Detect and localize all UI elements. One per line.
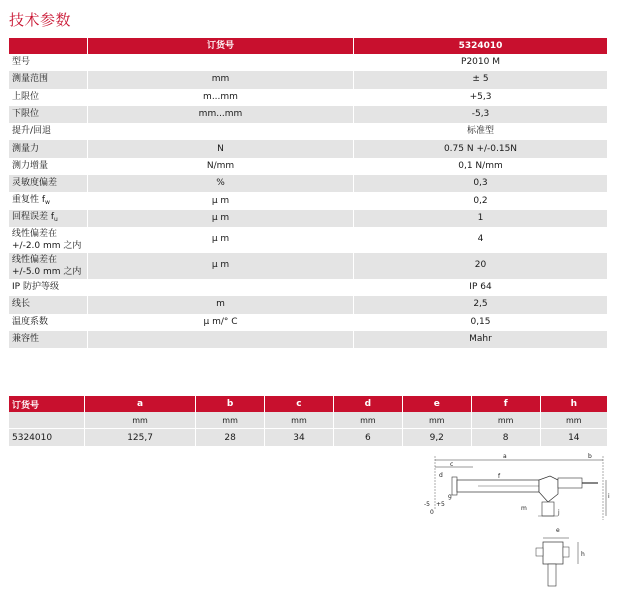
spec-value: 1	[354, 210, 608, 227]
spec-unit: N/mm	[88, 158, 354, 175]
dim-label-j: j	[558, 509, 560, 516]
spec-value: ± 5	[354, 71, 608, 88]
spec-row	[9, 192, 607, 209]
spec-unit: μ m	[88, 253, 354, 279]
spec-unit: μ m	[88, 192, 354, 209]
order-header-cell: e	[402, 396, 471, 412]
side-view-body	[543, 542, 563, 564]
spec-unit: mm	[88, 71, 354, 88]
order-header-cell: 订货号	[9, 396, 85, 412]
order-value-cell: 34	[265, 429, 334, 446]
spec-value: -5,3	[354, 106, 608, 123]
spec-value: +5,3	[354, 89, 608, 106]
spec-label-line2: +/-2.0 mm 之内	[12, 240, 82, 251]
spec-row	[9, 210, 607, 227]
spec-unit: μ m/° C	[88, 314, 354, 331]
order-unit-cell: mm	[85, 412, 196, 428]
dim-label-b: b	[588, 453, 592, 460]
order-data-row	[9, 429, 607, 446]
order-header-cell: a	[85, 396, 196, 412]
spec-row	[9, 54, 607, 71]
spec-header-value: 5324010	[354, 38, 608, 54]
spec-row	[9, 296, 607, 313]
spec-row	[9, 158, 607, 175]
spec-value: 0,15	[354, 314, 608, 331]
order-unit-cell: mm	[265, 412, 334, 428]
spec-unit: μ m	[88, 227, 354, 253]
order-value-cell: 8	[471, 429, 540, 446]
order-header-cell: h	[540, 396, 607, 412]
spec-header-label: 订货号	[88, 38, 354, 54]
spec-label: 兼容性	[9, 331, 88, 348]
spec-row	[9, 279, 607, 296]
spec-value: 0,2	[354, 192, 608, 209]
spec-row	[9, 331, 607, 348]
spec-value: 2,5	[354, 296, 608, 313]
order-header-cell: c	[265, 396, 334, 412]
dim-label-g: g	[448, 493, 452, 500]
order-unit-cell: mm	[402, 412, 471, 428]
order-value-cell: 28	[196, 429, 265, 446]
spec-unit	[88, 279, 354, 296]
spec-value: 4	[354, 227, 608, 253]
order-header-cell: b	[196, 396, 265, 412]
spec-unit: m	[88, 296, 354, 313]
order-header-cell: f	[471, 396, 540, 412]
spec-row	[9, 140, 607, 157]
stroke-label-minus5: -5	[424, 501, 430, 508]
spec-row	[9, 123, 607, 140]
spec-label-text: 重复性 f	[12, 195, 46, 206]
order-unit-cell: mm	[333, 412, 402, 428]
spec-unit: N	[88, 140, 354, 157]
spec-value: 20	[354, 253, 608, 279]
spec-row	[9, 71, 607, 88]
spec-label-subscript: u	[54, 216, 58, 224]
spec-label-text: 回程误差 f	[12, 212, 55, 223]
spec-unit: mm...mm	[88, 106, 354, 123]
spec-label: 提升/回退	[12, 126, 52, 137]
spec-table	[9, 38, 607, 348]
order-units-row	[9, 412, 607, 428]
order-unit-cell: mm	[196, 412, 265, 428]
order-unit-cell: mm	[471, 412, 540, 428]
spec-value: 0,1 N/mm	[354, 158, 608, 175]
spec-label	[9, 210, 88, 227]
spec-label	[9, 253, 88, 279]
probe-mount	[542, 502, 554, 516]
dim-label-f: f	[498, 473, 501, 480]
spec-row	[9, 106, 607, 123]
spec-header-row	[9, 38, 607, 54]
order-unit-cell: mm	[540, 412, 607, 428]
spec-label: 上限位	[12, 91, 40, 102]
spec-label: 测力增量	[12, 160, 49, 171]
spec-label: 下限位	[9, 106, 88, 123]
dim-label-d: d	[439, 472, 443, 479]
cable-connector	[558, 478, 582, 488]
order-value-cell: 125,7	[85, 429, 196, 446]
spec-label: IP 防护等级	[12, 282, 59, 293]
dim-label-m: m	[521, 505, 527, 512]
spec-row	[9, 89, 607, 106]
order-value-cell: 14	[540, 429, 607, 446]
spec-row	[9, 227, 607, 253]
spec-value: Mahr	[354, 331, 608, 348]
spec-label: 型号	[12, 57, 31, 68]
spec-label-line1: 线性偏差在	[12, 228, 58, 239]
side-view-cable	[548, 564, 556, 586]
spec-unit: μ m	[88, 210, 354, 227]
spec-label-line1: 线性偏差在	[12, 254, 58, 265]
spec-value: IP 64	[354, 279, 608, 296]
probe-dimension-drawing	[418, 450, 613, 600]
stroke-label-zero: 0	[430, 509, 434, 516]
dim-label-h: h	[581, 551, 585, 558]
order-value-cell: 6	[333, 429, 402, 446]
spec-label-line2: +/-5.0 mm 之内	[12, 266, 82, 277]
order-header-row	[9, 396, 607, 412]
spec-value: P2010 M	[354, 54, 608, 71]
spec-label: 测量力	[9, 140, 88, 157]
dim-label-i: i	[608, 493, 610, 500]
spec-unit	[88, 331, 354, 348]
spec-label: 测量范围	[9, 71, 88, 88]
probe-head	[539, 476, 558, 502]
spec-row	[9, 175, 607, 192]
order-number-cell: 5324010	[9, 429, 85, 446]
spec-unit	[88, 123, 354, 140]
order-header-cell: d	[333, 396, 402, 412]
spec-unit: m...mm	[88, 89, 354, 106]
order-value-cell: 9,2	[402, 429, 471, 446]
spec-label	[9, 227, 88, 253]
spec-label	[9, 192, 88, 209]
dim-label-a: a	[503, 453, 507, 460]
spec-row	[9, 253, 607, 279]
order-unit-cell	[9, 412, 85, 428]
spec-label: 线长	[9, 296, 88, 313]
spec-label-subscript: w	[45, 199, 50, 207]
stroke-label-plus5: +5	[436, 501, 445, 508]
spec-unit	[88, 54, 354, 71]
probe-tip	[452, 477, 457, 495]
dim-label-e: e	[556, 527, 560, 534]
spec-value: 标准型	[354, 123, 608, 140]
page-title: 技术参数	[9, 11, 72, 29]
spec-label: 灵敏度偏差	[9, 175, 88, 192]
spec-label: 温度系数	[12, 316, 49, 327]
spec-value: 0,3	[354, 175, 608, 192]
spec-row	[9, 314, 607, 331]
spec-value: 0.75 N +/-0.15N	[354, 140, 608, 157]
spec-unit: %	[88, 175, 354, 192]
order-table	[9, 396, 607, 446]
dim-label-c: c	[450, 461, 454, 468]
